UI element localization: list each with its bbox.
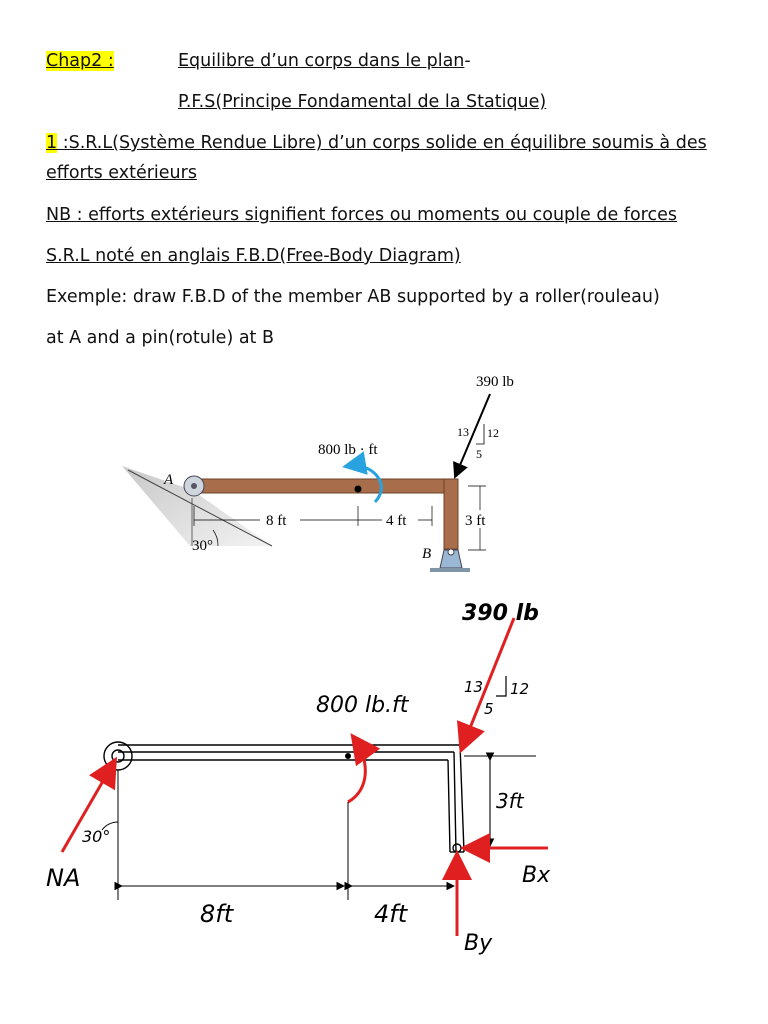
chapter-title	[178, 50, 471, 72]
member-horizontal	[188, 479, 458, 493]
example-line-1: Exemple: draw F.B.D of the member AB supported by a roller(rouleau)	[46, 287, 660, 307]
free-body-diagram-sketch	[30, 590, 570, 990]
angle-label: 30°	[192, 538, 213, 554]
example-line-2: at A and a pin(rotule) at B	[46, 328, 274, 348]
member-vertical	[444, 479, 458, 549]
chapter-label-text: Chap2 :	[46, 51, 114, 71]
slope-label-5: 5	[476, 447, 482, 461]
section-number: 1	[46, 133, 58, 153]
slope-label-13-sketch: 13	[464, 678, 484, 696]
slope-label-12-sketch: 12	[510, 680, 530, 698]
section-1-heading	[46, 132, 707, 154]
force-390-label-sketch: 390 lb	[462, 601, 539, 626]
slope-label-12: 12	[487, 426, 499, 440]
dim-3ft-sketch: 3ft	[496, 789, 524, 813]
moment-point	[355, 486, 362, 493]
dim-3ft-label: 3 ft	[465, 513, 486, 529]
chapter-subtitle: P.F.S(Principe Fondamental de la Statique)	[178, 92, 547, 112]
moment-label: 800 lb · ft	[318, 442, 378, 458]
chapter-title-text: Equilibre d’un corps dans le plan	[178, 51, 465, 71]
moment-label-sketch: 800 lb.ft	[316, 693, 409, 718]
chapter-label	[46, 50, 114, 72]
reaction-by-label: By	[464, 931, 493, 956]
slope-label-5-sketch: 5	[484, 700, 494, 718]
dim-8ft-label: 8 ft	[266, 513, 287, 529]
dim-4ft-sketch: 4ft	[374, 900, 408, 928]
angle-label-sketch: 30°	[82, 827, 111, 846]
member-ab-figure	[110, 362, 540, 582]
nb-note: NB : efforts extérieurs signifient forces ou moments ou couple de forces	[46, 205, 677, 225]
point-a-label: A	[164, 472, 174, 488]
chapter-title-suffix: -	[464, 51, 471, 71]
point-b-label: B	[422, 546, 432, 562]
force-390-label: 390 lb	[476, 374, 514, 390]
dim-8ft-sketch: 8ft	[200, 900, 234, 928]
dim-4ft-label: 4 ft	[386, 513, 407, 529]
moment-arrow-sketch	[348, 738, 365, 802]
slope-triangle	[476, 424, 484, 444]
member-sketch	[104, 742, 536, 852]
section-1-text: :S.R.L(Système Rendue Libre) d’un corps solide en équilibre soumis à des	[57, 133, 707, 153]
section-1-text-line2: efforts extérieurs	[46, 163, 197, 183]
srl-note: S.R.L noté en anglais F.B.D(Free-Body Diagram)	[46, 246, 461, 266]
slope-label-13: 13	[457, 425, 469, 439]
reaction-bx-label: Bx	[522, 863, 551, 888]
reaction-na-label: NA	[46, 864, 81, 892]
